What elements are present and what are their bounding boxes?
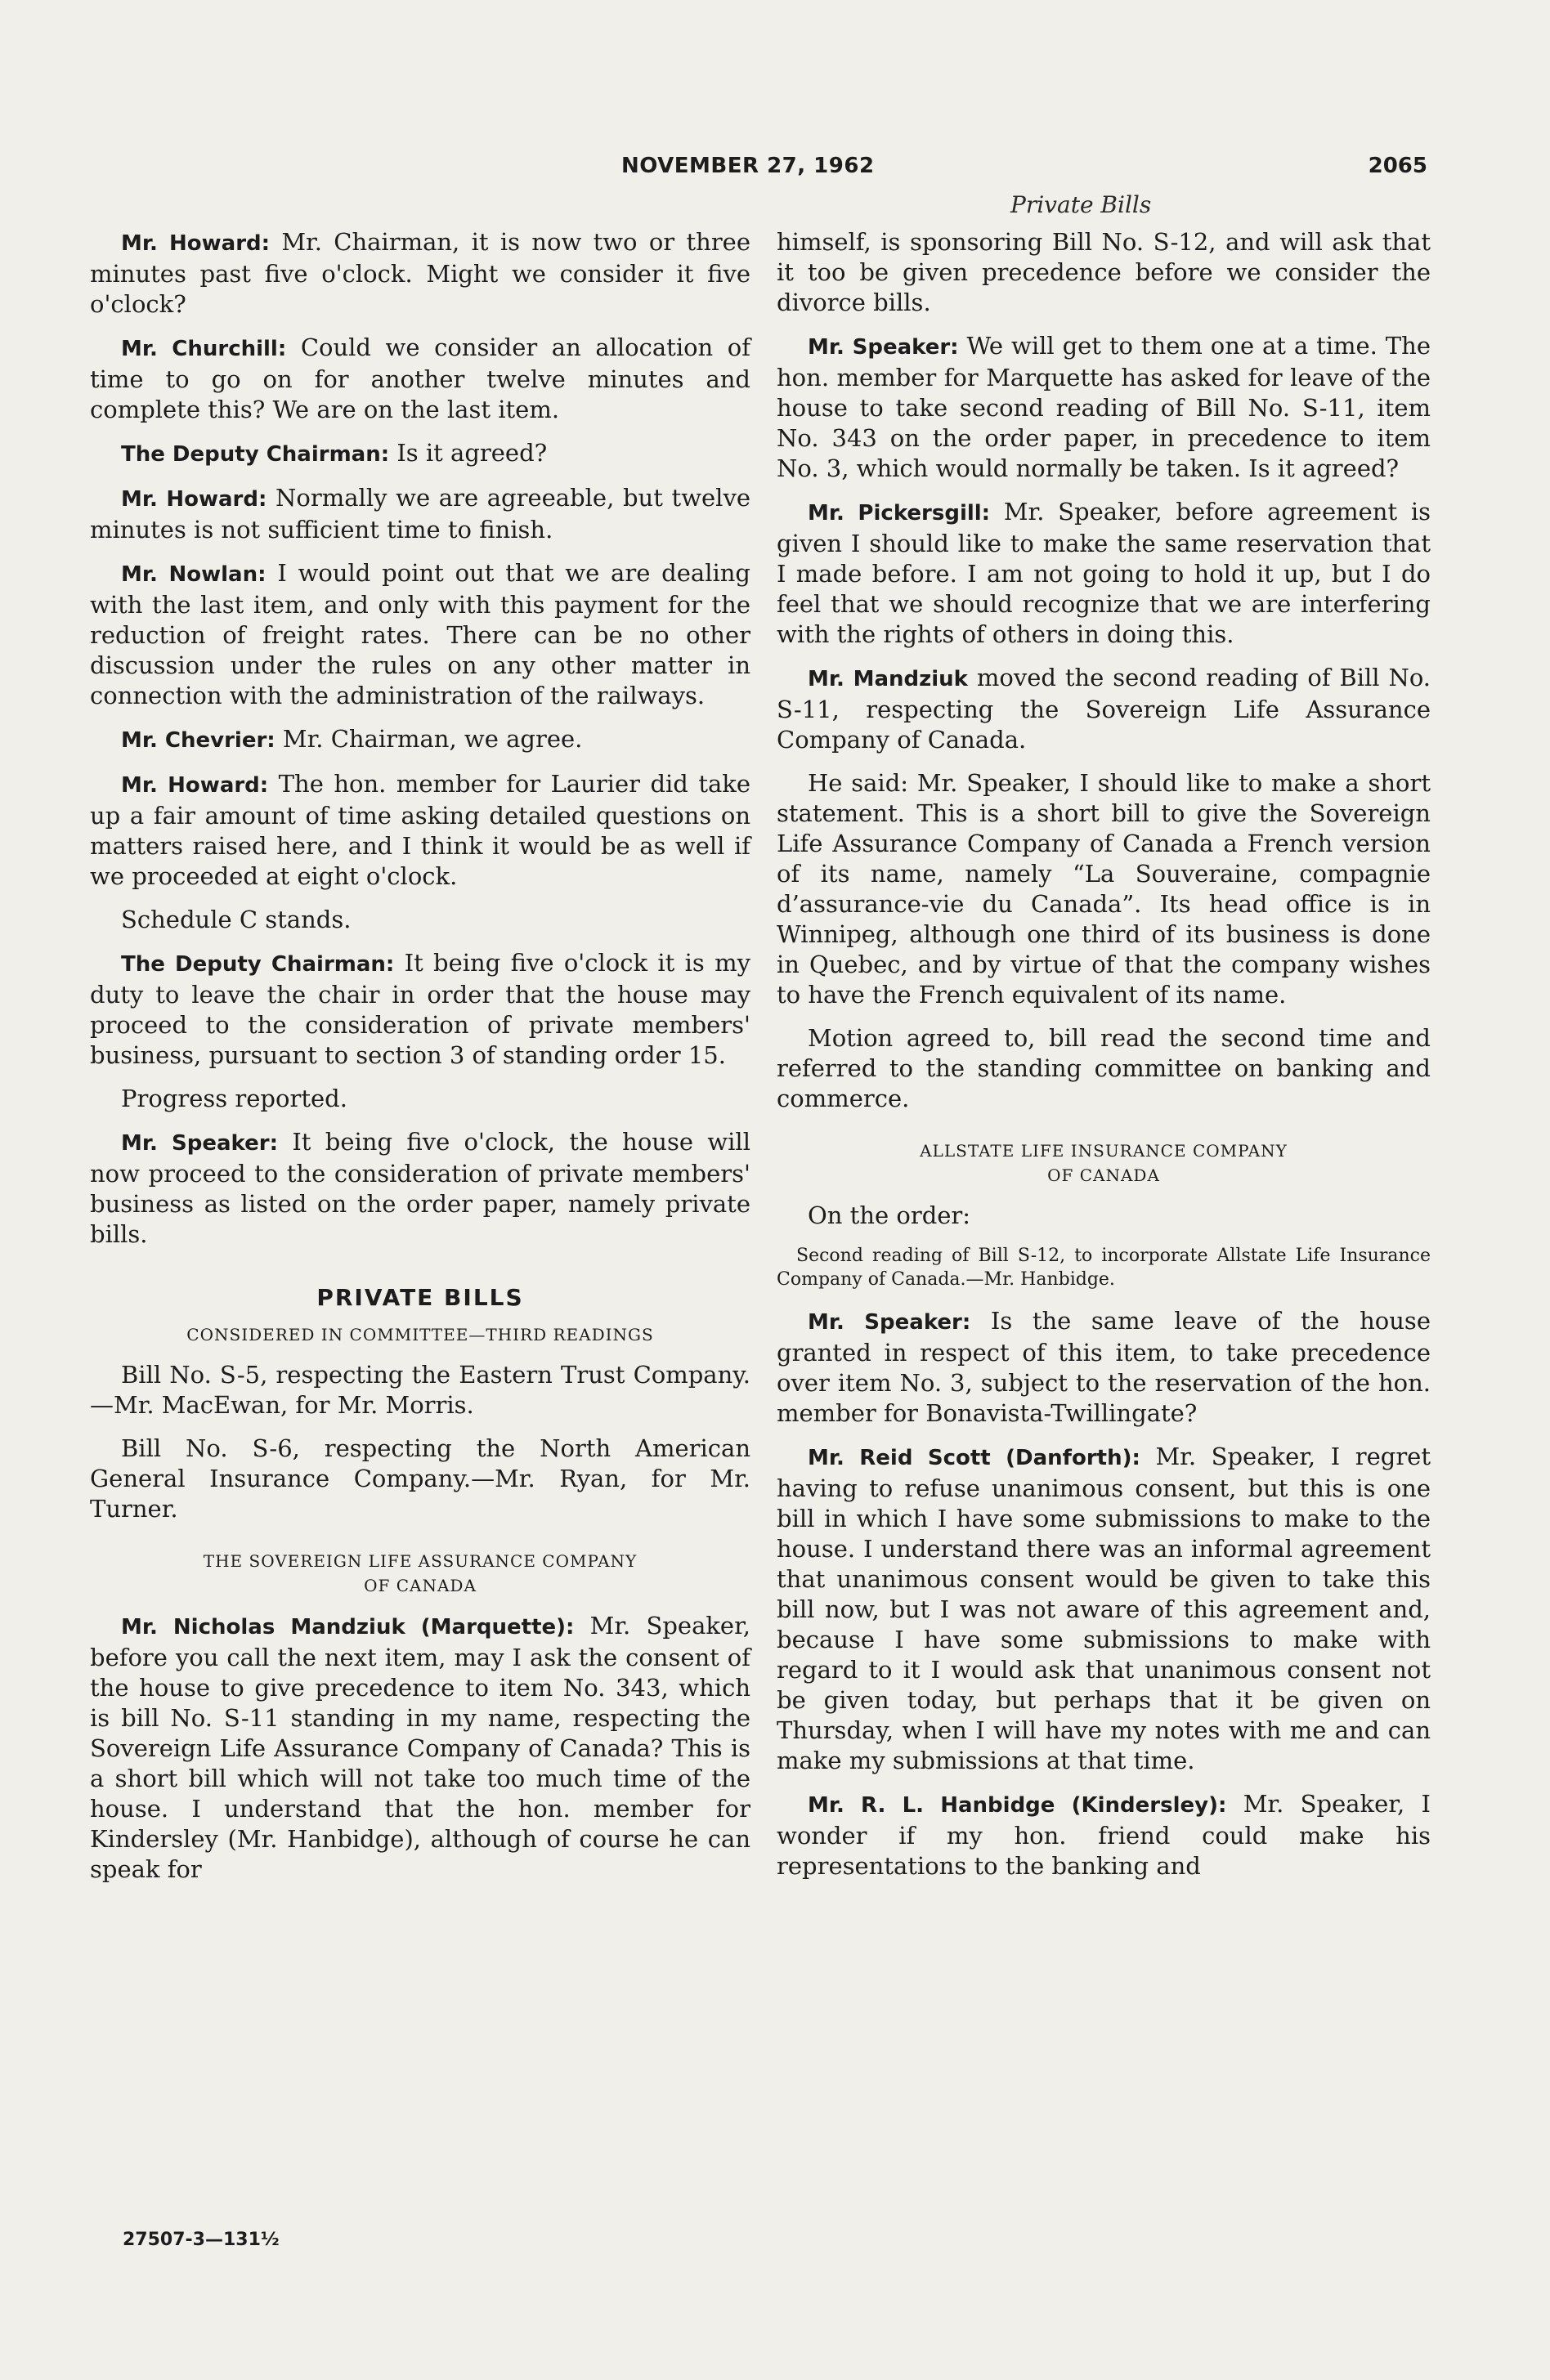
- speech-text: It being five o'clock it is my duty to leave the chair in order that the house may proceed to the consideration of private members' business, pursuant to section 3 of standing order 15.: [90, 949, 750, 1069]
- paragraph: [90, 724, 750, 756]
- paragraph: Schedule C stands.: [121, 906, 352, 933]
- speech-text: Normally we are agreeable, but twelve minutes is not sufficient time to finish.: [90, 484, 751, 544]
- speaker-name: Mr. Speaker:: [808, 1310, 971, 1335]
- section-title: Private Bills: [1010, 191, 1152, 218]
- paragraph: [90, 1127, 750, 1250]
- speaker-name: Mr. Reid Scott (Danforth):: [808, 1446, 1140, 1470]
- paragraph: himself, is sponsoring Bill No. S-12, and will ask that it too be given precedence before we consider the divorce bills.: [777, 228, 1431, 316]
- left-column: [90, 227, 750, 1898]
- heading-line: OF CANADA: [1047, 1165, 1160, 1185]
- paragraph: [777, 1306, 1431, 1429]
- paragraph: [90, 558, 750, 711]
- speech-text: Is it agreed?: [389, 439, 548, 467]
- paragraph: [90, 1611, 750, 1885]
- page-number: 2065: [1368, 154, 1427, 178]
- heading-committee: CONSIDERED IN COMMITTEE—THIRD READINGS: [186, 1325, 654, 1344]
- paragraph: He said: Mr. Speaker, I should like to make a short statement. This is a short bill to give the Sovereign Life Assurance Company of Canada a French version of its name, namely “La Souveraine, compagnie d’assurance-vie du Canada”. Its head office is in Winnipeg, although one third of its business is done in Quebec, and by virtue of that the company wishes to have the French equivalent of its name.: [777, 769, 1431, 1009]
- paragraph: [777, 497, 1431, 650]
- paragraph: [90, 333, 750, 425]
- speaker-name: Mr. Speaker:: [808, 335, 959, 360]
- speaker-name: Mr. Chevrier:: [121, 728, 276, 753]
- paragraph: On the order:: [808, 1201, 971, 1229]
- speech-text: It being five o'clock, the house will now proceed to the consideration of private members' business as listed on the order paper, namely private bills.: [90, 1128, 750, 1248]
- paragraph: [90, 483, 750, 545]
- paragraph: [777, 663, 1431, 755]
- heading-allstate: [777, 1139, 1431, 1188]
- paragraph: [90, 769, 750, 892]
- order-item: Second reading of Bill S-12, to incorporate Allstate Life Insurance Company of Canada.—Mr. Hanbidge.: [777, 1246, 1431, 1290]
- speech-text: Mr. Speaker, I wonder if my hon. friend could make his representations to the banking and: [777, 1790, 1431, 1880]
- speech-text: Mr. Chairman, it is now two or three minutes past five o'clock. Might we consider it five o'clock?: [90, 228, 751, 318]
- speech-text: Is the same leave of the house granted in respect of this item, to take precedence over item No. 3, subject to the reservation of the hon. member for Bonavista-Twillingate?: [777, 1307, 1431, 1427]
- footer-code: 27507-3—131½: [123, 2230, 280, 2250]
- speech-text: Mr. Speaker, before agreement is given I should like to make the same reservation that I made before. I am not going to hold it up, but I do feel that we should recognize that we are interfering with the rights of others in doing this.: [777, 498, 1431, 648]
- speaker-name: Mr. Howard:: [121, 231, 271, 256]
- speech-text: moved the second reading of Bill No. S-11, respecting the Sovereign Life Assurance Company of Canada.: [777, 664, 1431, 754]
- paragraph: [90, 227, 750, 320]
- speech-text: We will get to them one at a time. The hon. member for Marquette has asked for leave of the house to take second reading of Bill No. S-11, item No. 343 on the order paper, in precedence to item No. 3, which would normally be taken. Is it agreed?: [777, 332, 1431, 482]
- heading-line: ALLSTATE LIFE INSURANCE COMPANY: [920, 1141, 1288, 1161]
- heading-line: THE SOVEREIGN LIFE ASSURANCE COMPANY: [203, 1551, 638, 1571]
- heading-private-bills: PRIVATE BILLS: [316, 1284, 524, 1311]
- paragraph: Bill No. S-5, respecting the Eastern Trust Company.—Mr. MacEwan, for Mr. Morris.: [90, 1361, 750, 1419]
- speech-text: Mr. Speaker, I regret having to refuse unanimous consent, but this is one bill in which I have some submissions to make to the house. I understand there was an informal agreement that unanimous consent would be given to take this bill now, but I was not aware of this agreement and, because I have some submissions to make with regard to it I would ask that unanimous consent not be given today, but perhaps that it be given on Thursday, when I will have my notes with me and can make my submissions at that time.: [777, 1443, 1431, 1774]
- speaker-name: Mr. Churchill:: [121, 337, 287, 361]
- speaker-name: Mr. Speaker:: [121, 1131, 278, 1156]
- paragraph: [777, 331, 1431, 484]
- paragraph: Motion agreed to, bill read the second time and referred to the standing committee on banking and commerce.: [777, 1024, 1431, 1112]
- paragraph: [90, 438, 750, 470]
- speaker-name: Mr. Mandziuk: [808, 667, 968, 691]
- paragraph: Progress reported.: [121, 1085, 347, 1112]
- speech-text: I would point out that we are dealing with the last item, and only with this payment for the reduction of freight rates. There can be no other discussion under the rules on any other matter in connection with the administration of the railways.: [90, 559, 750, 709]
- speaker-name: Mr. R. L. Hanbidge (Kindersley):: [808, 1793, 1227, 1818]
- paragraph: [777, 1789, 1431, 1881]
- speaker-name: Mr. Pickersgill:: [808, 501, 991, 526]
- page-date: NOVEMBER 27, 1962: [621, 154, 875, 178]
- heading-sovereign: [90, 1549, 750, 1598]
- speaker-name: Mr. Howard:: [121, 487, 267, 512]
- speech-text: Mr. Speaker, before you call the next item, may I ask the consent of the house to give precedence to item No. 343, which is bill No. S-11 standing in my name, respecting the Sovereign Life Assurance Company of Canada? This is a short bill which will not take too much time of the house. I understand that the hon. member for Kindersley (Mr. Hanbidge), although of course he can speak for: [90, 1612, 750, 1883]
- speaker-name: Mr. Nicholas Mandziuk (Marquette):: [121, 1615, 575, 1640]
- right-column: [777, 227, 1431, 1895]
- speaker-name: The Deputy Chairman:: [121, 952, 395, 977]
- speech-text: The hon. member for Laurier did take up a fair amount of time asking detailed questions on matters raised here, and I think it would be as well if we proceeded at eight o'clock.: [90, 770, 751, 890]
- heading-line: OF CANADA: [364, 1576, 477, 1595]
- speech-text: Could we consider an allocation of time to go on for another twelve minutes and complete this? We are on the last item.: [90, 333, 750, 423]
- paragraph: [90, 948, 750, 1071]
- speech-text: Mr. Chairman, we agree.: [275, 725, 583, 753]
- speaker-name: The Deputy Chairman:: [121, 442, 390, 467]
- speaker-name: Mr. Nowlan:: [121, 562, 267, 587]
- paragraph: [777, 1442, 1431, 1776]
- paragraph: Bill No. S-6, respecting the North American General Insurance Company.—Mr. Ryan, for Mr. Turner.: [90, 1434, 750, 1523]
- speaker-name: Mr. Howard:: [121, 773, 269, 798]
